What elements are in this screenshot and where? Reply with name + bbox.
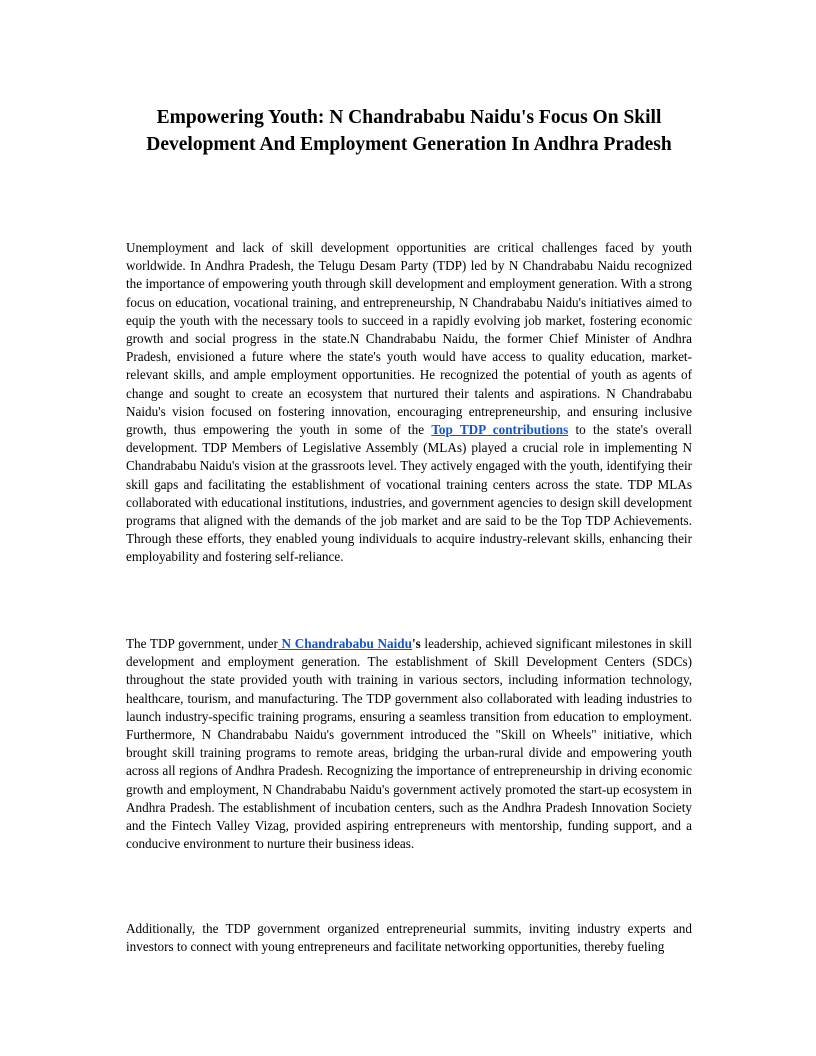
paragraph-1-text-end: to the state's overall development. TDP Members of Legislative Assembly (MLAs) played a crucial role in implementing N Chandrababu Naidu's vision at the grassroots level. They actively engaged with the youth, identifying their skill gaps and facilitating the establishment of vocational training centers across the state. TDP MLAs collaborated with educational institutions, industries, and government agencies to design skill development programs that aligned with the demands of the job market and are said to be the Top TDP Achievements. Through these efforts, they enabled young individuals to acquire industry-relevant skills, enhancing their employability and fostering self-reliance. xyxy=(126,422,692,565)
paragraph-1 xyxy=(126,239,692,567)
paragraph-2-text-end: leadership, achieved significant milestones in skill development and employment generation. The establishment of Skill Development Centers (SDCs) throughout the state provided youth with training in various sectors, including information technology, healthcare, tourism, and manufacturing. The TDP government also collaborated with leading industries to launch industry-specific training programs, ensuring a seamless transition from education to employment. Furthermore, N Chandrababu Naidu's government introduced the "Skill on Wheels" initiative, which brought skill training programs to remote areas, bridging the urban-rural divide and empowering youth across all regions of Andhra Pradesh. Recognizing the importance of entrepreneurship in driving economic growth and employment, N Chandrababu Naidu's government actively promoted the start-up ecosystem in Andhra Pradesh. The establishment of incubation centers, such as the Andhra Pradesh Innovation Society and the Fintech Valley Vizag, provided aspiring entrepreneurs with mentorship, funding support, and a conducive environment to nurture their business ideas. xyxy=(126,636,693,852)
page-title: Empowering Youth: N Chandrababu Naidu's Focus On Skill Development And Employment Generation In Andhra Pradesh xyxy=(146,107,672,155)
paragraph-3 xyxy=(126,920,692,956)
paragraph-2 xyxy=(126,635,692,853)
n-chandrababu-naidu-link[interactable]: N Chandrababu Naidu xyxy=(277,636,412,651)
paragraph-2-text-start: The TDP government, under xyxy=(126,636,278,651)
paragraph-2-possessive: 's xyxy=(411,636,421,651)
paragraph-1-text-start: Unemployment and lack of skill development opportunities are critical challenges faced by youth worldwide. In Andhra Pradesh, the Telugu Desam Party (TDP) led by N Chandrababu Naidu recognized the importance of empowering youth through skill development and employment generation. With a strong focus on education, vocational training, and entrepreneurship, N Chandrababu Naidu's initiatives aimed to equip the youth with the necessary tools to succeed in a rapidly evolving job market, fostering economic growth and social progress in the state.N Chandrababu Naidu, the former Chief Minister of Andhra Pradesh, envisioned a future where the state's youth would have access to quality education, market-relevant skills, and ample employment opportunities. He recognized the potential of youth as agents of change and sought to create an ecosystem that nurtured their talents and aspirations. N Chandrababu Naidu's vision focused on fostering innovation, encouraging entrepreneurship, and ensuring inclusive growth, thus empowering the youth in some of the xyxy=(126,240,692,438)
paragraph-3-text: Additionally, the TDP government organized entrepreneurial summits, inviting industry experts and investors to connect with young entrepreneurs and facilitate networking opportunities, thereby fueling xyxy=(126,921,692,955)
top-tdp-contributions-link[interactable]: Top TDP contributions xyxy=(431,422,569,438)
